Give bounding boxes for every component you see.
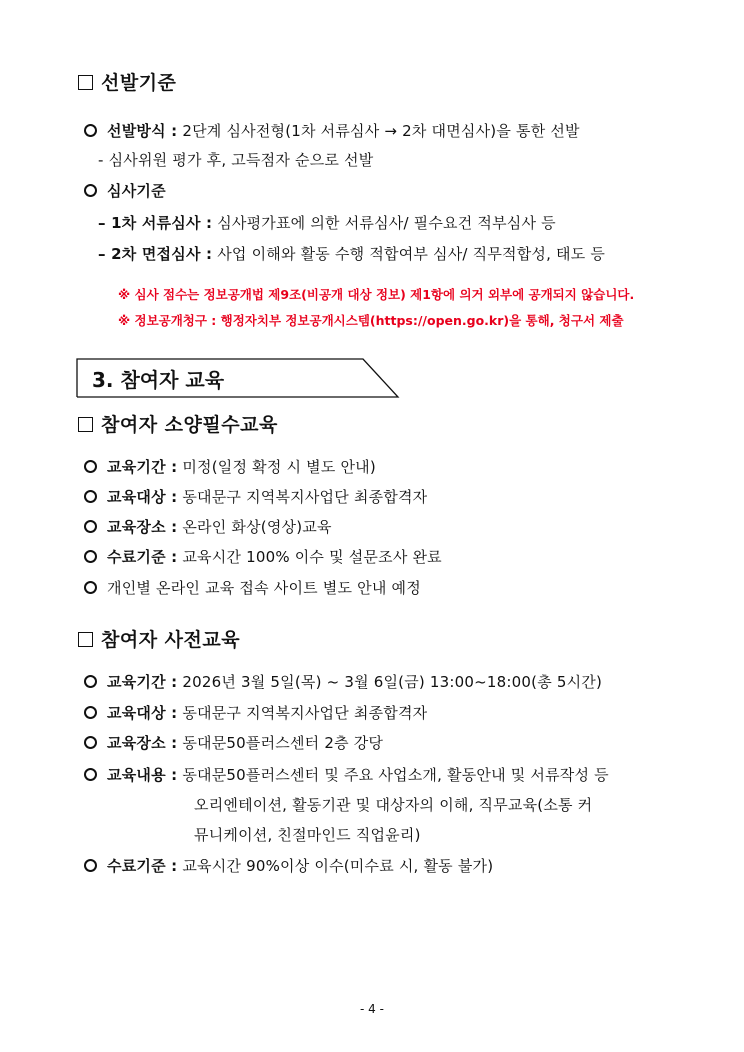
list-item: 수료기준 : 교육시간 90%이상 이수(미수료 시, 활동 불가) — [84, 855, 493, 876]
list-item: 교육대상 : 동대문구 지역복지사업단 최종합격자 — [84, 486, 427, 507]
section-3-title: 3. 참여자 교육 — [92, 368, 225, 392]
checkbox-square-icon — [78, 632, 93, 647]
page-number: - 4 - — [360, 1002, 384, 1016]
selection-criteria-heading: 선발기준 — [78, 68, 176, 95]
review-criteria-item: 심사기준 — [84, 180, 166, 201]
list-item: 교육장소 : 온라인 화상(영상)교육 — [84, 516, 332, 537]
circle-bullet-icon — [84, 460, 97, 473]
list-item: 개인별 온라인 교육 접속 사이트 별도 안내 예정 — [84, 577, 421, 598]
second-review-item: – 2차 면접심사 : 사업 이해와 활동 수행 적합여부 심사/ 직무적합성, 태도 등 — [98, 245, 606, 263]
list-item: 교육대상 : 동대문구 지역복지사업단 최종합격자 — [84, 702, 427, 723]
list-item: 교육기간 : 미정(일정 확정 시 별도 안내) — [84, 456, 376, 477]
education-content-continued: 뮤니케이션, 친절마인드 직업윤리) — [194, 826, 421, 844]
circle-bullet-icon — [84, 184, 97, 197]
education-content-continued: 오리엔테이션, 활동기관 및 대상자의 이해, 직무교육(소통 커 — [194, 796, 593, 814]
list-item: 교육기간 : 2026년 3월 5일(목) ~ 3월 6일(금) 13:00~18:00(총 5시간) — [84, 671, 602, 692]
list-item: 교육장소 : 동대문50플러스센터 2층 강당 — [84, 732, 383, 753]
selection-method-sub: - 심사위원 평가 후, 고득점자 순으로 선발 — [98, 151, 374, 169]
circle-bullet-icon — [84, 675, 97, 688]
checkbox-square-icon — [78, 417, 93, 432]
selection-method-item: 선발방식 : 2단계 심사전형(1차 서류심사 → 2차 대면심사)을 통한 선발 — [84, 120, 580, 141]
circle-bullet-icon — [84, 736, 97, 749]
disclosure-request-note: ※ 정보공개청구 : 행정자치부 정보공개시스템(https://open.go.kr)을 통해, 청구서 제출 — [118, 313, 624, 328]
circle-bullet-icon — [84, 768, 97, 781]
list-item: 교육내용 : 동대문50플러스센터 및 주요 사업소개, 활동안내 및 서류작성 등 — [84, 764, 609, 785]
pre-education-heading: 참여자 사전교육 — [78, 625, 240, 652]
list-item: 수료기준 : 교육시간 100% 이수 및 설문조사 완료 — [84, 546, 442, 567]
circle-bullet-icon — [84, 520, 97, 533]
circle-bullet-icon — [84, 550, 97, 563]
checkbox-square-icon — [78, 75, 93, 90]
circle-bullet-icon — [84, 581, 97, 594]
required-education-heading: 참여자 소양필수교육 — [78, 410, 278, 437]
first-review-item: – 1차 서류심사 : 심사평가표에 의한 서류심사/ 필수요건 적부심사 등 — [98, 214, 556, 232]
circle-bullet-icon — [84, 706, 97, 719]
circle-bullet-icon — [84, 490, 97, 503]
circle-bullet-icon — [84, 124, 97, 137]
disclosure-note: ※ 심사 점수는 정보공개법 제9조(비공개 대상 정보) 제1항에 의거 외부에 공개되지 않습니다. — [118, 287, 635, 302]
circle-bullet-icon — [84, 859, 97, 872]
